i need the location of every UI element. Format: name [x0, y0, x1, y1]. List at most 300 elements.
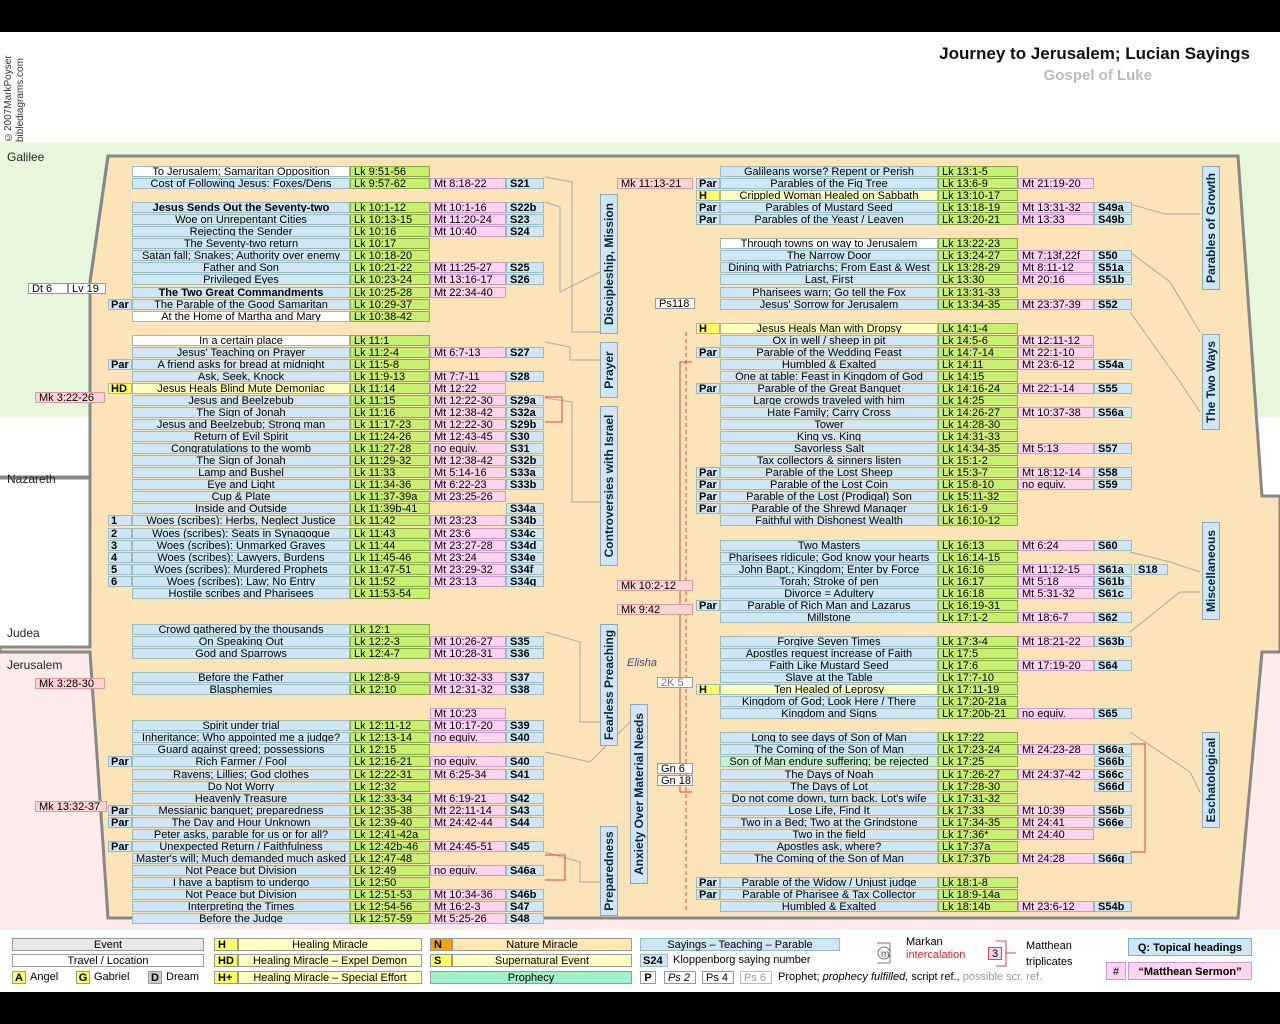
row-tag: 5: [108, 564, 132, 575]
luke-ref: Lk 11:27-28: [350, 443, 430, 454]
event-title: Lamp and Bushel: [132, 467, 350, 478]
saying-number: S34d: [506, 540, 544, 551]
event-title: Cup & Plate: [132, 491, 350, 502]
saying-number: S56b: [1094, 805, 1132, 816]
luke-ref: Lk 12:10: [350, 684, 430, 695]
luke-ref: Lk 14:26-27: [938, 407, 1018, 418]
matthew-ref: Mt 24:45-51: [430, 841, 506, 852]
matthew-ref: no equiv.: [430, 756, 506, 767]
saying-number: S49b: [1094, 214, 1132, 225]
luke-ref: Lk 11:33: [350, 467, 430, 478]
saying-number: S25: [506, 262, 544, 273]
matthew-ref: Mt 21:19-20: [1018, 178, 1094, 189]
topic-discipleship: Discipleship, Mission: [600, 194, 618, 334]
saying-number: S50: [1094, 250, 1132, 261]
event-title: The Coming of the Son of Man: [720, 853, 938, 864]
ref-mk1002: Mk 10:2-12: [617, 580, 693, 591]
event-title: Rejecting the Sender: [132, 226, 350, 237]
topic-eschatological: Eschatological: [1202, 732, 1220, 828]
event-title: The Two Great Commandments: [132, 287, 350, 298]
row-tag: Par: [696, 889, 720, 900]
event-title: Woes (scribes): Seats in Synagogue: [132, 528, 350, 539]
legend-ps6: Ps 6: [740, 971, 772, 984]
event-title: Through towns on way to Jerusalem: [720, 238, 938, 249]
matthew-ref: Mt 10:32-33: [430, 672, 506, 683]
luke-ref: Lk 12:47-48: [350, 853, 430, 864]
event-title: Long to see days of Son of Man: [720, 732, 938, 743]
saying-number: S44: [506, 817, 544, 828]
event-title: Ask, Seek, Knock: [132, 371, 350, 382]
event-title: One at table: Feast in Kingdom of God: [720, 371, 938, 382]
row-tag: Par: [696, 202, 720, 213]
topic-anxiety: Anxiety Over Material Needs: [630, 704, 648, 884]
luke-ref: Lk 11:1: [350, 335, 430, 346]
topic-parables-growth: Parables of Growth: [1202, 166, 1220, 290]
luke-ref: Lk 15:1-2: [938, 455, 1018, 466]
luke-ref: Lk 11:34-36: [350, 479, 430, 490]
luke-ref: Lk 12:57-59: [350, 913, 430, 924]
saying-number: S46b: [506, 889, 544, 900]
luke-ref: Lk 16:16: [938, 564, 1018, 575]
event-title: Woes (scribes): Herbs, Neglect Justice: [132, 515, 350, 526]
event-title: At the Home of Martha and Mary: [132, 311, 350, 322]
event-title: Before the Judge: [132, 913, 350, 924]
row-tag: Par: [108, 841, 132, 852]
event-title: The Sign of Jonah: [132, 407, 350, 418]
legend-ps2: Ps 2: [664, 971, 696, 984]
event-title: Heavenly Treasure: [132, 793, 350, 804]
luke-ref: Lk 14:7-14: [938, 347, 1018, 358]
matthew-ref: Mt 6:25-34: [430, 769, 506, 780]
luke-ref: Lk 10:38-42: [350, 311, 430, 322]
event-title: Congratulations to the womb: [132, 443, 350, 454]
matthew-ref: Mt 5:18: [1018, 576, 1094, 587]
event-title: Tower: [720, 419, 938, 430]
matthew-ref: Mt 20:16: [1018, 274, 1094, 285]
event-title: I have a baptism to undergo: [132, 877, 350, 888]
luke-ref: Lk 17:33: [938, 805, 1018, 816]
event-title: Parable of Pharisee & Tax Collector: [720, 889, 938, 900]
matthew-ref: Mt 12:31-32: [430, 684, 506, 695]
event-title: Humbled & Exalted: [720, 901, 938, 912]
luke-ref: Lk 12:33-34: [350, 793, 430, 804]
event-title: Faith Like Mustard Seed: [720, 660, 938, 671]
saying-number: S48: [506, 913, 544, 924]
luke-ref: Lk 14:34-35: [938, 443, 1018, 454]
saying-number: S27: [506, 347, 544, 358]
saying-number: S31: [506, 443, 544, 454]
row-tag: H: [696, 190, 720, 201]
event-title: Parable of the Wedding Feast: [720, 347, 938, 358]
row-tag: Par: [696, 467, 720, 478]
matthew-ref: Mt 18:21-22: [1018, 636, 1094, 647]
saying-number: S66a: [1094, 744, 1132, 755]
event-title: Pharisees ridicule; God know your hearts: [720, 552, 938, 563]
matthew-ref: Mt 10:37-38: [1018, 407, 1094, 418]
row-tag: Par: [696, 877, 720, 888]
matthew-ref: Mt 12:11-12: [1018, 335, 1094, 346]
matthew-ref: Mt 13:31-32: [1018, 202, 1094, 213]
event-title: Inside and Outside: [132, 503, 350, 514]
matthew-ref: Mt 5:31-32: [1018, 588, 1094, 599]
saying-number: S40: [506, 756, 544, 767]
legend-s-key: S: [430, 954, 452, 967]
luke-ref: Lk 17:22: [938, 732, 1018, 743]
matthew-ref: Mt 12:22-30: [430, 395, 506, 406]
event-title: On Speaking Out: [132, 636, 350, 647]
saying-number: S38: [506, 684, 544, 695]
ref-lv19: Lv 19: [68, 283, 106, 294]
luke-ref: Lk 18:1-8: [938, 877, 1018, 888]
legend-markan: Markan: [906, 936, 943, 948]
matthew-ref: Mt 10:23: [430, 708, 506, 719]
event-title: Two in the field: [720, 829, 938, 840]
saying-number: S28: [506, 371, 544, 382]
event-title: Inheritance; Who appointed me a judge?: [132, 732, 350, 743]
luke-ref: Lk 11:24-26: [350, 431, 430, 442]
saying-number: S42: [506, 793, 544, 804]
row-tag: Par: [108, 756, 132, 767]
event-title: The Parable of the Good Samaritan: [132, 299, 350, 310]
matthew-ref: Mt 23:23: [430, 515, 506, 526]
luke-ref: Lk 18:9-14a: [938, 889, 1018, 900]
legend-dream-key: D: [148, 971, 162, 984]
matthew-ref: Mt 5:14-16: [430, 467, 506, 478]
matthew-ref: Mt 16:2-3: [430, 901, 506, 912]
matthew-ref: Mt 11:20-24: [430, 214, 506, 225]
luke-ref: Lk 11:37-39a: [350, 491, 430, 502]
row-tag: Par: [696, 178, 720, 189]
row-tag: H: [696, 323, 720, 334]
event-title: Woes (scribes): Murdered Prophets: [132, 564, 350, 575]
matthew-ref: Mt 22:1-14: [1018, 383, 1094, 394]
saying-number: S34e: [506, 552, 544, 563]
event-title: Interpreting the Times: [132, 901, 350, 912]
luke-ref: Lk 12:11-12: [350, 720, 430, 731]
svg-text:m: m: [881, 949, 890, 960]
luke-ref: Lk 13:28-29: [938, 262, 1018, 273]
luke-ref: Lk 11:42: [350, 515, 430, 526]
luke-ref: Lk 12:1: [350, 624, 430, 635]
legend-hash-key: #: [1106, 962, 1126, 980]
region-jerusalem: Jerusalem: [7, 658, 63, 672]
event-title: Jesus Sends Out the Seventy-two: [132, 202, 350, 213]
matthew-ref: Mt 6:22-23: [430, 479, 506, 490]
region-judea: Judea: [7, 626, 40, 640]
saying-number: S46a: [506, 865, 544, 876]
topic-fearless-preaching: Fearless Preaching: [600, 624, 618, 746]
saying-number-2: S18: [1134, 564, 1168, 575]
legend-ps4: Ps 4: [702, 971, 734, 984]
luke-ref: Lk 17:11-19: [938, 684, 1018, 695]
legend-hplus-key: H+: [214, 971, 238, 984]
legend-topical: Q: Topical headings: [1128, 938, 1252, 956]
luke-ref: Lk 9:51-56: [350, 166, 430, 177]
legend-intercalation: intercalation: [906, 949, 966, 961]
event-title: Parables of Mustard Seed: [720, 202, 938, 213]
luke-ref: Lk 11:16: [350, 407, 430, 418]
event-title: Large crowds traveled with him: [720, 395, 938, 406]
matthew-ref: Mt 23:6-12: [1018, 901, 1094, 912]
ref-dt6: Dt 6: [28, 283, 68, 294]
matthew-ref: Mt 10:40: [430, 226, 506, 237]
luke-ref: Lk 12:54-56: [350, 901, 430, 912]
event-title: Parable of the Great Banquet: [720, 383, 938, 394]
matthew-ref: Mt 12:22: [430, 383, 506, 394]
luke-ref: Lk 12:32: [350, 781, 430, 792]
luke-ref: Lk 12:51-53: [350, 889, 430, 900]
event-title: Last, First: [720, 274, 938, 285]
row-tag: Par: [108, 299, 132, 310]
event-title: Jesus and Beelzebub; Strong man: [132, 419, 350, 430]
luke-ref: Lk 17:37a: [938, 841, 1018, 852]
luke-ref: Lk 17:6: [938, 660, 1018, 671]
event-title: Peter asks, parable for us or for all?: [132, 829, 350, 840]
luke-ref: Lk 13:10-17: [938, 190, 1018, 201]
luke-ref: Lk 17:34-35: [938, 817, 1018, 828]
row-tag: Par: [696, 383, 720, 394]
saying-number: S60: [1094, 540, 1132, 551]
row-tag: Par: [108, 805, 132, 816]
luke-ref: Lk 16:17: [938, 576, 1018, 587]
legend-triplicates: triplicates: [1026, 956, 1073, 968]
luke-ref: Lk 17:31-32: [938, 793, 1018, 804]
luke-ref: Lk 12:50: [350, 877, 430, 888]
luke-ref: Lk 14:16-24: [938, 383, 1018, 394]
saying-number: S34a: [506, 503, 544, 514]
saying-number: S64: [1094, 660, 1132, 671]
legend-special-effort: Healing Miracle – Special Effort: [238, 971, 422, 984]
event-title: Ten Healed of Leprosy: [720, 684, 938, 695]
matthew-ref: Mt 17:19-20: [1018, 660, 1094, 671]
luke-ref: Lk 12:35-38: [350, 805, 430, 816]
row-tag: Par: [108, 817, 132, 828]
event-title: Jesus and Beelzebub: [132, 395, 350, 406]
event-title: Parable of Rich Man and Lazarus: [720, 600, 938, 611]
matthew-ref: Mt 23:6: [430, 528, 506, 539]
ref-gn6: Gn 6: [657, 763, 693, 774]
legend-angel-key: A: [12, 971, 26, 984]
event-title: Divorce = Adultery: [720, 588, 938, 599]
row-tag: Par: [696, 600, 720, 611]
matthew-ref: Mt 24:42-44: [430, 817, 506, 828]
luke-ref: Lk 17:25: [938, 756, 1018, 767]
event-title: Father and Son: [132, 262, 350, 273]
luke-ref: Lk 12:8-9: [350, 672, 430, 683]
event-title: Unexpected Return / Faithfulness: [132, 841, 350, 852]
matthew-ref: Mt 24:40: [1018, 829, 1094, 840]
event-title: Crowd gathered by the thousands: [132, 624, 350, 635]
luke-ref: Lk 14:31-33: [938, 431, 1018, 442]
event-title: Tax collectors & sinners listen: [720, 455, 938, 466]
legend-kloppenborg: Kloppenborg saying number: [673, 954, 811, 966]
luke-ref: Lk 12:16-21: [350, 756, 430, 767]
saying-number: S54a: [1094, 359, 1132, 370]
matthew-ref: no equiv.: [1018, 708, 1094, 719]
event-title: To Jerusalem; Samaritan Opposition: [132, 166, 350, 177]
saying-number: S66e: [1094, 817, 1132, 828]
event-title: Woes (scribes): Lawyers, Burdens: [132, 552, 350, 563]
event-title: Savorless Salt: [720, 443, 938, 454]
luke-ref: Lk 11:14: [350, 383, 430, 394]
credit: ©2007MarkPoyser biblediagrams.com: [3, 55, 26, 142]
matthew-ref: Mt 23:29-32: [430, 564, 506, 575]
matthew-ref: Mt 5:25-26: [430, 913, 506, 924]
luke-ref: Lk 17:36*: [938, 829, 1018, 840]
saying-number: S37: [506, 672, 544, 683]
saying-number: S29b: [506, 419, 544, 430]
luke-ref: Lk 10:17: [350, 238, 430, 249]
legend-prophet-text: Prophet; prophecy fulfilled, script ref., possible scr. ref.: [778, 971, 1043, 983]
luke-ref: Lk 13:22-23: [938, 238, 1018, 249]
matthew-ref: Mt 12:38-42: [430, 455, 506, 466]
matthew-ref: Mt 12:43-45: [430, 431, 506, 442]
event-title: Do Not Worry: [132, 781, 350, 792]
luke-ref: Lk 11:44: [350, 540, 430, 551]
matthew-ref: Mt 22:11-14: [430, 805, 506, 816]
event-title: Jesus' Teaching on Prayer: [132, 347, 350, 358]
saying-number: S34f: [506, 564, 544, 575]
saying-number: S41: [506, 769, 544, 780]
luke-ref: Lk 12:42b-46: [350, 841, 430, 852]
matthew-ref: Mt 11:25-27: [430, 262, 506, 273]
event-title: Before the Father: [132, 672, 350, 683]
saying-number: S39: [506, 720, 544, 731]
luke-ref: Lk 17:37b: [938, 853, 1018, 864]
luke-ref: Lk 13:6-9: [938, 178, 1018, 189]
event-title: Apostles request increase of Faith: [720, 648, 938, 659]
event-title: Lose Life, Find It: [720, 805, 938, 816]
event-title: Ravens; Lillies; God clothes: [132, 769, 350, 780]
luke-ref: Lk 11:9-13: [350, 371, 430, 382]
saying-number: S51a: [1094, 262, 1132, 273]
matthew-ref: Mt 13:16-17: [430, 274, 506, 285]
event-title: The Days of Noah: [720, 769, 938, 780]
luke-ref: Lk 10:29-37: [350, 299, 430, 310]
legend-h-key: H: [214, 938, 238, 951]
luke-ref: Lk 14:25: [938, 395, 1018, 406]
ref-ps118: Ps118: [655, 298, 695, 309]
luke-ref: Lk 12:49: [350, 865, 430, 876]
event-title: Parable of the Widow / Unjust judge: [720, 877, 938, 888]
event-title: Crippled Woman Healed on Sabbath: [720, 190, 938, 201]
luke-ref: Lk 12:13-14: [350, 732, 430, 743]
ref-mk1113: Mk 11:13-21: [617, 178, 693, 189]
saying-number: S34b: [506, 515, 544, 526]
row-tag: 4: [108, 552, 132, 563]
luke-ref: Lk 10:1-12: [350, 202, 430, 213]
topic-prayer: Prayer: [600, 342, 618, 398]
matthew-ref: Mt 24:41: [1018, 817, 1094, 828]
saying-number: S24: [506, 226, 544, 237]
matthew-ref: no equiv.: [430, 443, 506, 454]
matthew-ref: Mt 23:25-26: [430, 491, 506, 502]
matthew-ref: Mt 10:34-36: [430, 889, 506, 900]
matthew-ref: Mt 5:13: [1018, 443, 1094, 454]
event-title: Faithful with Dishonest Wealth: [720, 515, 938, 526]
luke-ref: Lk 12:15: [350, 744, 430, 755]
luke-ref: Lk 15:3-7: [938, 467, 1018, 478]
saying-number: S21: [506, 178, 544, 189]
saying-number: S30: [506, 431, 544, 442]
matthew-ref: Mt 23:27-28: [430, 540, 506, 551]
luke-ref: Lk 12:2-3: [350, 636, 430, 647]
matthew-ref: Mt 13:33: [1018, 214, 1094, 225]
topic-controversies: Controversies with Israel: [600, 406, 618, 566]
saying-number: S43: [506, 805, 544, 816]
saying-number: S61a: [1094, 564, 1132, 575]
legend-p-key: P: [640, 971, 656, 984]
row-tag: 2: [108, 528, 132, 539]
matthew-ref: no equiv.: [1018, 479, 1094, 490]
legend-gabriel: Gabriel: [94, 971, 130, 983]
saying-number: S40: [506, 732, 544, 743]
matthew-ref: Mt 10:28-31: [430, 648, 506, 659]
saying-number: S36: [506, 648, 544, 659]
saying-number: S66c: [1094, 769, 1132, 780]
legend-supernatural: Supernatural Event: [452, 954, 632, 967]
event-title: Galileans worse? Repent or Perish: [720, 166, 938, 177]
event-title: Do not come down, turn back. Lot's wife: [720, 793, 938, 804]
region-nazareth: Nazareth: [7, 472, 56, 486]
luke-ref: Lk 16:1-9: [938, 503, 1018, 514]
ref-mk322: Mk 3:22-26: [35, 392, 105, 403]
matthew-ref: Mt 23:13: [430, 576, 506, 587]
luke-ref: Lk 10:25-28: [350, 287, 430, 298]
luke-ref: Lk 12:4-7: [350, 648, 430, 659]
saying-number: S66g: [1094, 853, 1132, 864]
event-title: Humbled & Exalted: [720, 359, 938, 370]
event-title: Hostile scribes and Pharisees: [132, 588, 350, 599]
luke-ref: Lk 17:20b-21: [938, 708, 1018, 719]
event-title: Slave at the Table: [720, 672, 938, 683]
region-galilee: Galilee: [7, 150, 45, 164]
event-title: Parables of the Yeast / Leaven: [720, 214, 938, 225]
ref-mk328: Mk 3:28-30: [35, 678, 105, 689]
saying-number: S23: [506, 214, 544, 225]
event-title: Two Masters: [720, 540, 938, 551]
luke-ref: Lk 13:24-27: [938, 250, 1018, 261]
luke-ref: Lk 17:5: [938, 648, 1018, 659]
row-tag: HD: [108, 383, 132, 394]
matthew-ref: Mt 7:7-11: [430, 371, 506, 382]
luke-ref: Lk 18:14b: [938, 901, 1018, 912]
diagram-page: [0, 32, 1280, 992]
luke-ref: Lk 12:39-40: [350, 817, 430, 828]
matthew-ref: no equiv.: [430, 865, 506, 876]
event-title: Jesus Heals Man with Dropsy: [720, 323, 938, 334]
event-title: The Narrow Door: [720, 250, 938, 261]
matthew-ref: Mt 12:38-42: [430, 407, 506, 418]
luke-ref: Lk 11:17-23: [350, 419, 430, 430]
event-title: Privileged Eyes: [132, 274, 350, 285]
matthew-ref: Mt 24:37-42: [1018, 769, 1094, 780]
event-title: Pharisees warn; Go tell the Fox: [720, 287, 938, 298]
legend-sermon: “Matthean Sermon”: [1128, 962, 1252, 980]
ref-elisha: Elisha: [627, 657, 657, 669]
event-title: Blasphemies: [132, 684, 350, 695]
saying-number: S59: [1094, 479, 1132, 490]
event-title: Woe on Unrepentant Cities: [132, 214, 350, 225]
event-title: Rich Farmer / Fool: [132, 756, 350, 767]
luke-ref: Lk 16:19-31: [938, 600, 1018, 611]
saying-number: S57: [1094, 443, 1132, 454]
luke-ref: Lk 14:5-6: [938, 335, 1018, 346]
event-title: Parable of the Lost Coin: [720, 479, 938, 490]
event-title: Satan fall; Snakes; Authority over enemy: [132, 250, 350, 261]
event-title: Kingdom of God; Look Here / There: [720, 696, 938, 707]
matthew-ref: no equiv.: [430, 732, 506, 743]
